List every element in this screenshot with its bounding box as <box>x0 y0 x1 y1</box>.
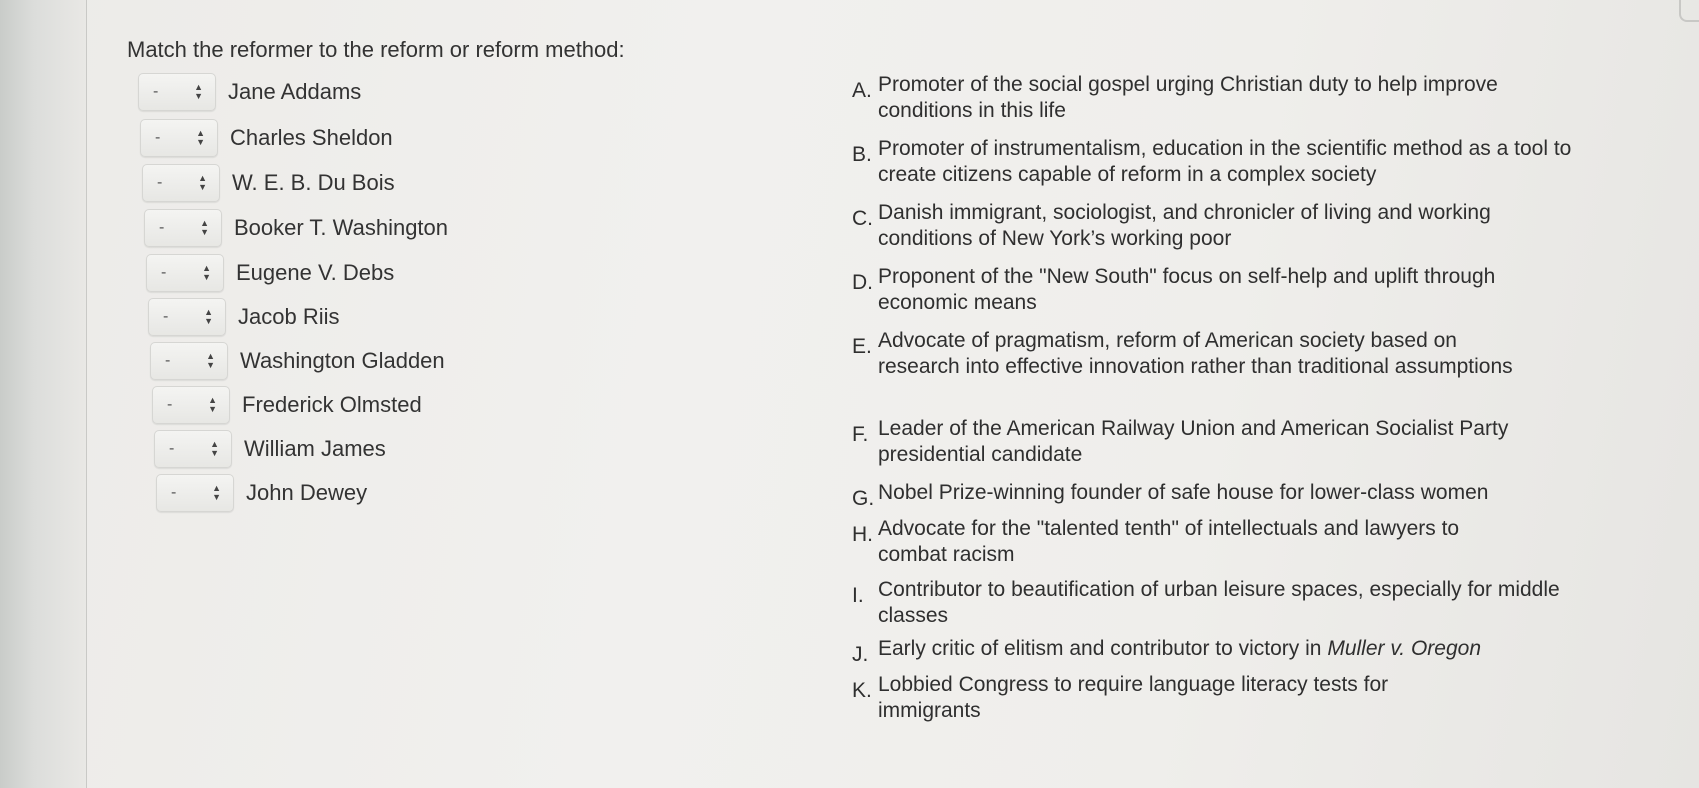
updown-arrows-icon: ▲ ▼ <box>200 218 209 237</box>
select-value: - <box>153 83 159 100</box>
answer-select-william-james[interactable] <box>154 430 232 468</box>
option-letter: G. <box>852 487 875 510</box>
option-letter: F. <box>852 423 869 446</box>
option-g <box>852 480 1572 512</box>
select-value: - <box>165 352 171 369</box>
option-text: Contributor to beautification of urban leisure spaces, especially for middle classes <box>878 578 1560 627</box>
option-letter: I. <box>852 584 864 607</box>
window-corner <box>1679 0 1699 22</box>
option-letter: A. <box>852 79 872 102</box>
option-e <box>852 328 1542 380</box>
option-a <box>852 72 1532 124</box>
reformer-name: Jacob Riis <box>238 304 340 329</box>
option-text: Danish immigrant, sociologist, and chronicler of living and working conditions of New York’s working poor <box>878 201 1491 250</box>
option-letter: J. <box>852 643 869 666</box>
match-row-william-james <box>154 429 386 469</box>
option-letter: K. <box>852 679 872 702</box>
option-text: Promoter of instrumentalism, education in the scientific method as a tool to create citizens capable of reform in a complex society <box>878 137 1572 186</box>
option-f <box>852 416 1542 468</box>
updown-arrows-icon: ▲ ▼ <box>206 351 215 370</box>
option-k <box>852 672 1472 724</box>
match-row-booker-t-washington <box>144 208 448 248</box>
answer-select-charles-sheldon[interactable] <box>140 119 218 157</box>
option-i <box>852 577 1572 629</box>
reformer-name: John Dewey <box>246 480 368 505</box>
option-d <box>852 264 1572 316</box>
question-prompt: Match the reformer to the reform or reform method: <box>127 37 625 62</box>
updown-arrows-icon: ▲ ▼ <box>194 82 203 101</box>
select-value: - <box>171 484 177 501</box>
option-h <box>852 516 1532 568</box>
updown-arrows-icon: ▲ ▼ <box>212 483 221 502</box>
case-name-italic: Muller v. Oregon <box>1327 637 1481 660</box>
answer-select-frederick-olmsted[interactable] <box>152 386 230 424</box>
answer-select-booker-t-washington[interactable] <box>144 209 222 247</box>
option-text: Leader of the American Railway Union and American Socialist Party presidential candidate <box>878 417 1509 466</box>
select-value: - <box>163 308 169 325</box>
option-text: Promoter of the social gospel urging Christian duty to help improve conditions in this life <box>878 73 1498 122</box>
answer-select-jane-addams[interactable] <box>138 73 216 111</box>
match-row-charles-sheldon <box>140 118 393 158</box>
answer-select-john-dewey[interactable] <box>156 474 234 512</box>
updown-arrows-icon: ▲ ▼ <box>198 173 207 192</box>
option-c <box>852 200 1572 252</box>
match-row-frederick-olmsted <box>152 385 422 425</box>
reformer-name: Eugene V. Debs <box>236 260 395 285</box>
select-value: - <box>169 440 175 457</box>
option-text: Nobel Prize-winning founder of safe house for lower-class women <box>878 481 1489 504</box>
match-row-jane-addams <box>138 72 361 112</box>
updown-arrows-icon: ▲ ▼ <box>208 395 217 414</box>
option-letter: E. <box>852 335 872 358</box>
match-row-eugene-debs <box>146 253 394 293</box>
match-row-washington-gladden <box>150 341 445 381</box>
reformer-name: Jane Addams <box>228 79 362 104</box>
option-text: Advocate for the "talented tenth" of intellectuals and lawyers to combat racism <box>878 517 1460 566</box>
reformer-name: W. E. B. Du Bois <box>232 170 395 195</box>
select-value: - <box>157 174 163 191</box>
updown-arrows-icon: ▲ ▼ <box>204 307 213 326</box>
option-j <box>852 636 1572 668</box>
option-text: Lobbied Congress to require language literacy tests for immigrants <box>878 673 1389 722</box>
option-text: Advocate of pragmatism, reform of American society based on research into effective innovation rather than traditional assumptions <box>878 329 1513 378</box>
match-row-du-bois <box>142 163 395 203</box>
reformer-name: Booker T. Washington <box>234 215 449 240</box>
option-text-plain: Early critic of elitism and contributor to victory in <box>878 637 1328 660</box>
select-value: - <box>155 129 161 146</box>
select-value: - <box>167 396 173 413</box>
updown-arrows-icon: ▲ ▼ <box>196 128 205 147</box>
option-text: Proponent of the "New South" focus on self-help and uplift through economic means <box>878 265 1496 314</box>
answer-select-jacob-riis[interactable] <box>148 298 226 336</box>
answer-select-du-bois[interactable] <box>142 164 220 202</box>
option-letter: C. <box>852 207 873 230</box>
updown-arrows-icon: ▲ ▼ <box>202 263 211 282</box>
match-row-john-dewey <box>156 473 367 513</box>
select-value: - <box>161 264 167 281</box>
option-letter: B. <box>852 143 872 166</box>
reformer-name: William James <box>244 436 386 461</box>
answer-select-eugene-debs[interactable] <box>146 254 224 292</box>
select-value: - <box>159 219 165 236</box>
reformer-name: Washington Gladden <box>240 348 445 373</box>
option-text <box>878 636 1572 668</box>
answer-select-washington-gladden[interactable] <box>150 342 228 380</box>
option-b <box>852 136 1572 188</box>
reformer-name: Frederick Olmsted <box>242 392 422 417</box>
option-letter: D. <box>852 271 873 294</box>
reformer-name: Charles Sheldon <box>230 125 393 150</box>
option-letter: H. <box>852 523 873 546</box>
left-margin <box>0 0 87 788</box>
match-row-jacob-riis <box>148 297 339 337</box>
updown-arrows-icon: ▲ ▼ <box>210 439 219 458</box>
